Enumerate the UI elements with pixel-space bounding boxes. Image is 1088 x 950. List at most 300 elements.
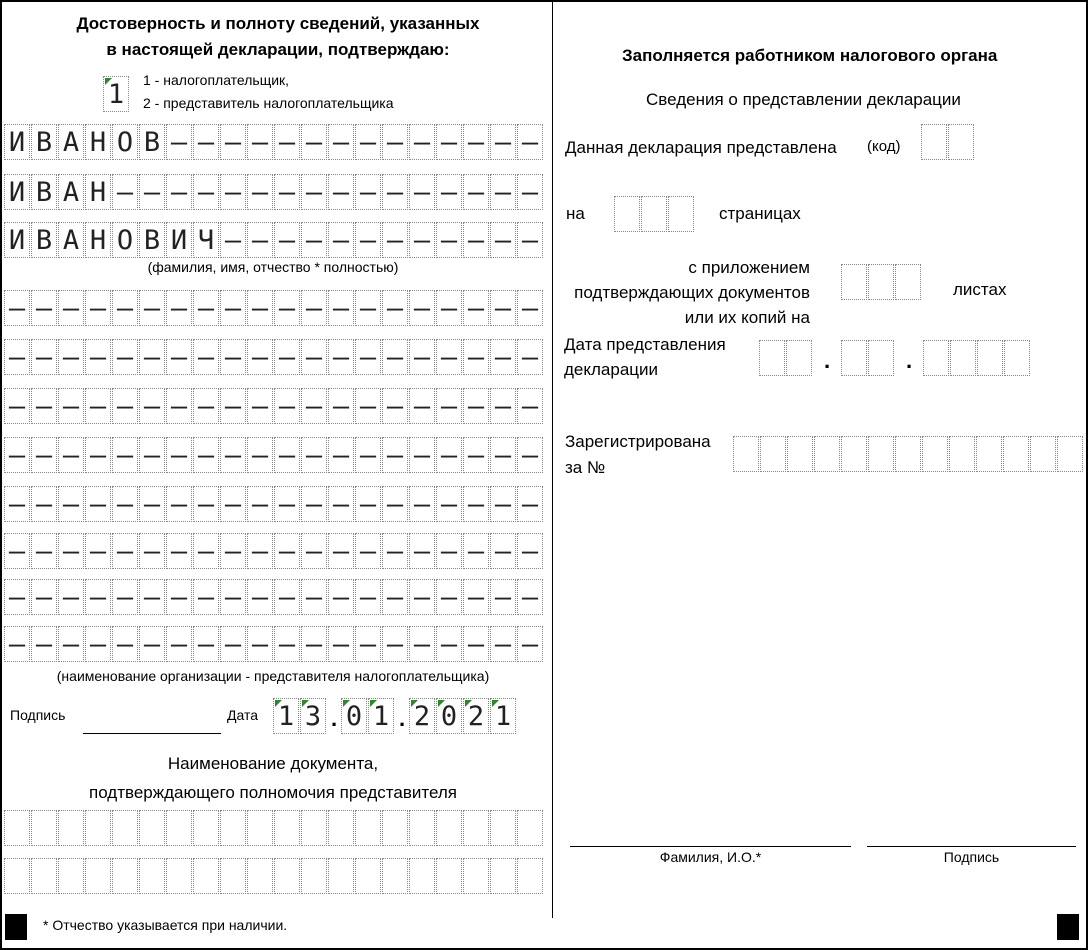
char-cell[interactable]: – (274, 222, 300, 258)
char-cell[interactable] (4, 858, 30, 894)
char-cell[interactable] (517, 810, 543, 846)
char-cell[interactable]: – (436, 486, 462, 522)
char-cell[interactable]: – (517, 339, 543, 375)
char-cell[interactable]: И (4, 124, 30, 160)
char-cell[interactable]: – (328, 437, 354, 473)
char-cell[interactable]: – (436, 290, 462, 326)
char-cell[interactable]: – (436, 437, 462, 473)
char-cell[interactable]: – (301, 174, 327, 210)
char-cell[interactable]: – (463, 174, 489, 210)
char-cell[interactable]: – (382, 579, 408, 615)
char-cell[interactable] (85, 858, 111, 894)
char-cell[interactable]: – (517, 174, 543, 210)
char-cell[interactable]: – (139, 437, 165, 473)
char-cell[interactable]: – (139, 174, 165, 210)
char-cell[interactable]: – (382, 290, 408, 326)
char-cell[interactable] (1004, 340, 1030, 376)
char-cell[interactable]: – (274, 533, 300, 569)
char-cell[interactable]: – (220, 626, 246, 662)
attachment-sheets-field[interactable] (841, 264, 922, 300)
char-cell[interactable]: – (490, 222, 516, 258)
char-cell[interactable] (641, 196, 667, 232)
char-cell[interactable] (247, 858, 273, 894)
char-cell[interactable]: – (382, 437, 408, 473)
char-cell[interactable] (614, 196, 640, 232)
char-cell[interactable]: – (517, 388, 543, 424)
char-cell[interactable]: 1 (273, 698, 299, 734)
char-cell[interactable]: – (490, 579, 516, 615)
char-cell[interactable] (112, 810, 138, 846)
organization-name-row[interactable] (4, 486, 544, 522)
char-cell[interactable] (58, 810, 84, 846)
char-cell[interactable] (328, 810, 354, 846)
char-cell[interactable]: А (58, 222, 84, 258)
char-cell[interactable]: – (463, 222, 489, 258)
char-cell[interactable]: – (166, 290, 192, 326)
char-cell[interactable]: – (301, 486, 327, 522)
signer-code-field[interactable] (103, 76, 130, 112)
char-cell[interactable] (1057, 436, 1083, 472)
char-cell[interactable]: – (517, 579, 543, 615)
first-name-field[interactable] (4, 174, 544, 210)
organization-name-row[interactable] (4, 626, 544, 662)
char-cell[interactable]: – (31, 290, 57, 326)
char-cell[interactable]: – (382, 339, 408, 375)
char-cell[interactable]: – (31, 626, 57, 662)
char-cell[interactable] (490, 810, 516, 846)
char-cell[interactable] (220, 810, 246, 846)
char-cell[interactable]: – (85, 486, 111, 522)
char-cell[interactable]: – (382, 533, 408, 569)
char-cell[interactable]: – (355, 626, 381, 662)
char-cell[interactable] (895, 436, 921, 472)
char-cell[interactable]: – (301, 290, 327, 326)
char-cell[interactable]: – (193, 339, 219, 375)
char-cell[interactable]: – (355, 124, 381, 160)
char-cell[interactable]: – (436, 388, 462, 424)
char-cell[interactable]: – (193, 533, 219, 569)
char-cell[interactable]: – (490, 174, 516, 210)
char-cell[interactable]: – (517, 533, 543, 569)
document-name-field-2[interactable] (4, 858, 544, 894)
char-cell[interactable]: – (355, 339, 381, 375)
char-cell[interactable]: Н (85, 222, 111, 258)
char-cell[interactable]: А (58, 174, 84, 210)
char-cell[interactable]: – (166, 579, 192, 615)
char-cell[interactable]: – (31, 388, 57, 424)
char-cell[interactable] (409, 810, 435, 846)
char-cell[interactable] (786, 340, 812, 376)
char-cell[interactable]: – (139, 533, 165, 569)
char-cell[interactable]: – (85, 533, 111, 569)
char-cell[interactable]: – (31, 486, 57, 522)
char-cell[interactable]: 1 (368, 698, 394, 734)
char-cell[interactable]: – (328, 290, 354, 326)
inspector-name-line[interactable] (570, 846, 851, 847)
char-cell[interactable]: – (247, 388, 273, 424)
char-cell[interactable] (1030, 436, 1056, 472)
char-cell[interactable]: – (112, 437, 138, 473)
char-cell[interactable]: – (382, 124, 408, 160)
char-cell[interactable]: – (355, 290, 381, 326)
char-cell[interactable] (409, 858, 435, 894)
char-cell[interactable]: – (328, 222, 354, 258)
char-cell[interactable]: – (31, 437, 57, 473)
char-cell[interactable] (668, 196, 694, 232)
char-cell[interactable] (814, 436, 840, 472)
char-cell[interactable]: – (31, 533, 57, 569)
patronymic-field[interactable] (4, 222, 544, 258)
char-cell[interactable] (463, 810, 489, 846)
char-cell[interactable]: – (166, 437, 192, 473)
char-cell[interactable] (841, 264, 867, 300)
char-cell[interactable] (328, 858, 354, 894)
char-cell[interactable]: – (112, 388, 138, 424)
char-cell[interactable] (463, 858, 489, 894)
char-cell[interactable]: – (220, 290, 246, 326)
char-cell[interactable]: – (517, 626, 543, 662)
char-cell[interactable]: – (112, 533, 138, 569)
char-cell[interactable]: – (112, 579, 138, 615)
char-cell[interactable]: – (328, 626, 354, 662)
char-cell[interactable]: – (463, 579, 489, 615)
char-cell[interactable]: – (4, 626, 30, 662)
char-cell[interactable] (948, 124, 974, 160)
char-cell[interactable]: – (409, 290, 435, 326)
surname-field[interactable] (4, 124, 544, 160)
char-cell[interactable]: – (4, 486, 30, 522)
char-cell[interactable] (1003, 436, 1029, 472)
char-cell[interactable]: – (85, 579, 111, 615)
char-cell[interactable]: – (58, 486, 84, 522)
char-cell[interactable] (759, 340, 785, 376)
char-cell[interactable] (355, 810, 381, 846)
char-cell[interactable] (274, 858, 300, 894)
char-cell[interactable] (760, 436, 786, 472)
char-cell[interactable]: О (112, 124, 138, 160)
char-cell[interactable]: – (301, 388, 327, 424)
char-cell[interactable]: – (166, 486, 192, 522)
char-cell[interactable]: – (166, 533, 192, 569)
char-cell[interactable]: – (247, 437, 273, 473)
char-cell[interactable] (274, 810, 300, 846)
char-cell[interactable]: – (301, 124, 327, 160)
char-cell[interactable]: – (301, 339, 327, 375)
char-cell[interactable]: – (409, 388, 435, 424)
char-cell[interactable]: – (517, 437, 543, 473)
char-cell[interactable]: – (139, 579, 165, 615)
signer-code-cell[interactable]: 1 (103, 76, 129, 112)
char-cell[interactable]: – (463, 339, 489, 375)
char-cell[interactable]: В (31, 174, 57, 210)
char-cell[interactable] (166, 810, 192, 846)
char-cell[interactable] (868, 340, 894, 376)
char-cell[interactable]: – (301, 437, 327, 473)
char-cell[interactable]: – (409, 174, 435, 210)
char-cell[interactable]: – (31, 579, 57, 615)
char-cell[interactable] (922, 436, 948, 472)
char-cell[interactable]: – (58, 626, 84, 662)
char-cell[interactable]: – (436, 579, 462, 615)
char-cell[interactable]: – (355, 579, 381, 615)
char-cell[interactable] (923, 340, 949, 376)
char-cell[interactable] (436, 858, 462, 894)
organization-name-row[interactable] (4, 290, 544, 326)
char-cell[interactable]: – (112, 290, 138, 326)
char-cell[interactable]: – (463, 437, 489, 473)
char-cell[interactable]: В (139, 124, 165, 160)
char-cell[interactable] (382, 858, 408, 894)
char-cell[interactable]: – (517, 290, 543, 326)
char-cell[interactable] (85, 810, 111, 846)
date-field[interactable] (273, 698, 517, 734)
char-cell[interactable]: – (220, 533, 246, 569)
char-cell[interactable]: – (490, 626, 516, 662)
char-cell[interactable] (220, 858, 246, 894)
char-cell[interactable]: – (274, 339, 300, 375)
char-cell[interactable]: 2 (409, 698, 435, 734)
char-cell[interactable] (193, 858, 219, 894)
registration-number-field[interactable] (733, 436, 1084, 472)
char-cell[interactable]: – (166, 388, 192, 424)
char-cell[interactable]: Ч (193, 222, 219, 258)
char-cell[interactable]: – (193, 174, 219, 210)
char-cell[interactable]: – (220, 174, 246, 210)
char-cell[interactable]: – (490, 388, 516, 424)
char-cell[interactable]: – (247, 626, 273, 662)
char-cell[interactable] (4, 810, 30, 846)
char-cell[interactable]: – (139, 388, 165, 424)
char-cell[interactable] (31, 858, 57, 894)
char-cell[interactable] (976, 436, 1002, 472)
char-cell[interactable]: – (193, 388, 219, 424)
organization-name-row[interactable] (4, 339, 544, 375)
char-cell[interactable]: 3 (300, 698, 326, 734)
char-cell[interactable] (949, 436, 975, 472)
char-cell[interactable]: – (328, 124, 354, 160)
char-cell[interactable]: – (58, 533, 84, 569)
char-cell[interactable]: – (112, 174, 138, 210)
char-cell[interactable]: – (58, 388, 84, 424)
char-cell[interactable]: – (490, 486, 516, 522)
char-cell[interactable]: – (517, 222, 543, 258)
char-cell[interactable]: – (301, 579, 327, 615)
char-cell[interactable]: – (4, 437, 30, 473)
char-cell[interactable] (490, 858, 516, 894)
document-name-field-1[interactable] (4, 810, 544, 846)
char-cell[interactable]: – (166, 339, 192, 375)
char-cell[interactable]: – (355, 533, 381, 569)
char-cell[interactable]: – (409, 626, 435, 662)
char-cell[interactable]: – (220, 437, 246, 473)
char-cell[interactable] (139, 858, 165, 894)
char-cell[interactable]: – (328, 533, 354, 569)
char-cell[interactable]: – (220, 388, 246, 424)
char-cell[interactable] (977, 340, 1003, 376)
char-cell[interactable]: – (490, 124, 516, 160)
char-cell[interactable]: – (85, 626, 111, 662)
char-cell[interactable]: – (490, 339, 516, 375)
char-cell[interactable]: – (409, 222, 435, 258)
char-cell[interactable]: Н (85, 124, 111, 160)
char-cell[interactable]: – (139, 486, 165, 522)
char-cell[interactable] (31, 810, 57, 846)
char-cell[interactable]: – (409, 579, 435, 615)
char-cell[interactable]: – (274, 174, 300, 210)
char-cell[interactable]: – (274, 626, 300, 662)
char-cell[interactable]: – (355, 437, 381, 473)
char-cell[interactable]: – (274, 579, 300, 615)
char-cell[interactable]: – (328, 486, 354, 522)
char-cell[interactable]: – (112, 486, 138, 522)
char-cell[interactable]: В (31, 222, 57, 258)
char-cell[interactable]: – (274, 124, 300, 160)
char-cell[interactable]: – (166, 124, 192, 160)
char-cell[interactable]: – (220, 339, 246, 375)
char-cell[interactable]: – (247, 533, 273, 569)
char-cell[interactable]: – (193, 626, 219, 662)
char-cell[interactable]: – (220, 486, 246, 522)
char-cell[interactable]: – (463, 124, 489, 160)
char-cell[interactable]: – (355, 222, 381, 258)
char-cell[interactable]: – (517, 486, 543, 522)
char-cell[interactable] (355, 858, 381, 894)
char-cell[interactable]: – (4, 388, 30, 424)
char-cell[interactable]: В (31, 124, 57, 160)
char-cell[interactable]: – (166, 174, 192, 210)
char-cell[interactable]: – (328, 339, 354, 375)
char-cell[interactable]: В (139, 222, 165, 258)
char-cell[interactable]: – (328, 388, 354, 424)
char-cell[interactable]: – (409, 533, 435, 569)
char-cell[interactable] (301, 810, 327, 846)
char-cell[interactable]: – (247, 222, 273, 258)
char-cell[interactable]: – (517, 124, 543, 160)
pages-count-field[interactable] (614, 196, 695, 232)
char-cell[interactable] (166, 858, 192, 894)
char-cell[interactable] (787, 436, 813, 472)
char-cell[interactable]: – (301, 533, 327, 569)
char-cell[interactable]: – (382, 222, 408, 258)
char-cell[interactable]: – (301, 626, 327, 662)
char-cell[interactable]: – (301, 222, 327, 258)
char-cell[interactable]: – (58, 437, 84, 473)
signature-line[interactable] (83, 733, 221, 734)
char-cell[interactable]: – (355, 486, 381, 522)
char-cell[interactable]: 1 (490, 698, 516, 734)
char-cell[interactable]: 0 (341, 698, 367, 734)
char-cell[interactable]: – (85, 388, 111, 424)
char-cell[interactable]: – (436, 174, 462, 210)
char-cell[interactable]: – (274, 437, 300, 473)
char-cell[interactable] (921, 124, 947, 160)
char-cell[interactable] (733, 436, 759, 472)
char-cell[interactable]: 0 (436, 698, 462, 734)
char-cell[interactable]: А (58, 124, 84, 160)
char-cell[interactable]: – (355, 174, 381, 210)
char-cell[interactable]: – (382, 174, 408, 210)
char-cell[interactable]: – (58, 579, 84, 615)
char-cell[interactable]: – (274, 486, 300, 522)
char-cell[interactable]: – (436, 533, 462, 569)
char-cell[interactable]: – (382, 486, 408, 522)
char-cell[interactable]: – (463, 486, 489, 522)
char-cell[interactable] (841, 340, 867, 376)
char-cell[interactable]: – (193, 437, 219, 473)
char-cell[interactable]: – (4, 290, 30, 326)
char-cell[interactable] (193, 810, 219, 846)
char-cell[interactable]: И (4, 222, 30, 258)
char-cell[interactable]: – (463, 533, 489, 569)
char-cell[interactable] (58, 858, 84, 894)
char-cell[interactable]: – (220, 222, 246, 258)
char-cell[interactable]: – (193, 290, 219, 326)
char-cell[interactable] (841, 436, 867, 472)
char-cell[interactable]: – (409, 486, 435, 522)
char-cell[interactable]: – (355, 388, 381, 424)
char-cell[interactable]: – (58, 290, 84, 326)
char-cell[interactable]: – (4, 533, 30, 569)
char-cell[interactable]: – (382, 626, 408, 662)
char-cell[interactable]: – (436, 124, 462, 160)
char-cell[interactable]: – (58, 339, 84, 375)
inspector-signature-line[interactable] (867, 846, 1076, 847)
submission-code-field[interactable] (921, 124, 975, 160)
char-cell[interactable]: – (436, 222, 462, 258)
char-cell[interactable]: – (247, 486, 273, 522)
char-cell[interactable]: – (247, 124, 273, 160)
char-cell[interactable]: – (193, 486, 219, 522)
char-cell[interactable]: О (112, 222, 138, 258)
char-cell[interactable]: – (112, 339, 138, 375)
char-cell[interactable]: – (220, 124, 246, 160)
char-cell[interactable]: – (139, 339, 165, 375)
char-cell[interactable]: – (247, 339, 273, 375)
char-cell[interactable]: – (85, 339, 111, 375)
char-cell[interactable]: – (247, 579, 273, 615)
char-cell[interactable] (382, 810, 408, 846)
char-cell[interactable]: 2 (463, 698, 489, 734)
char-cell[interactable]: И (166, 222, 192, 258)
organization-name-row[interactable] (4, 579, 544, 615)
char-cell[interactable]: – (31, 339, 57, 375)
char-cell[interactable]: – (436, 339, 462, 375)
char-cell[interactable] (247, 810, 273, 846)
organization-name-row[interactable] (4, 533, 544, 569)
char-cell[interactable]: – (463, 290, 489, 326)
organization-name-row[interactable] (4, 437, 544, 473)
char-cell[interactable]: – (139, 626, 165, 662)
char-cell[interactable]: – (193, 579, 219, 615)
char-cell[interactable] (895, 264, 921, 300)
char-cell[interactable]: – (409, 124, 435, 160)
char-cell[interactable] (301, 858, 327, 894)
char-cell[interactable]: – (490, 533, 516, 569)
char-cell[interactable] (139, 810, 165, 846)
char-cell[interactable]: – (382, 388, 408, 424)
submission-date-field[interactable] (759, 340, 1031, 376)
char-cell[interactable] (868, 264, 894, 300)
char-cell[interactable] (517, 858, 543, 894)
organization-name-row[interactable] (4, 388, 544, 424)
char-cell[interactable]: – (247, 290, 273, 326)
char-cell[interactable]: Н (85, 174, 111, 210)
char-cell[interactable]: – (193, 124, 219, 160)
char-cell[interactable]: И (4, 174, 30, 210)
char-cell[interactable]: – (247, 174, 273, 210)
char-cell[interactable]: – (328, 579, 354, 615)
char-cell[interactable]: – (220, 579, 246, 615)
